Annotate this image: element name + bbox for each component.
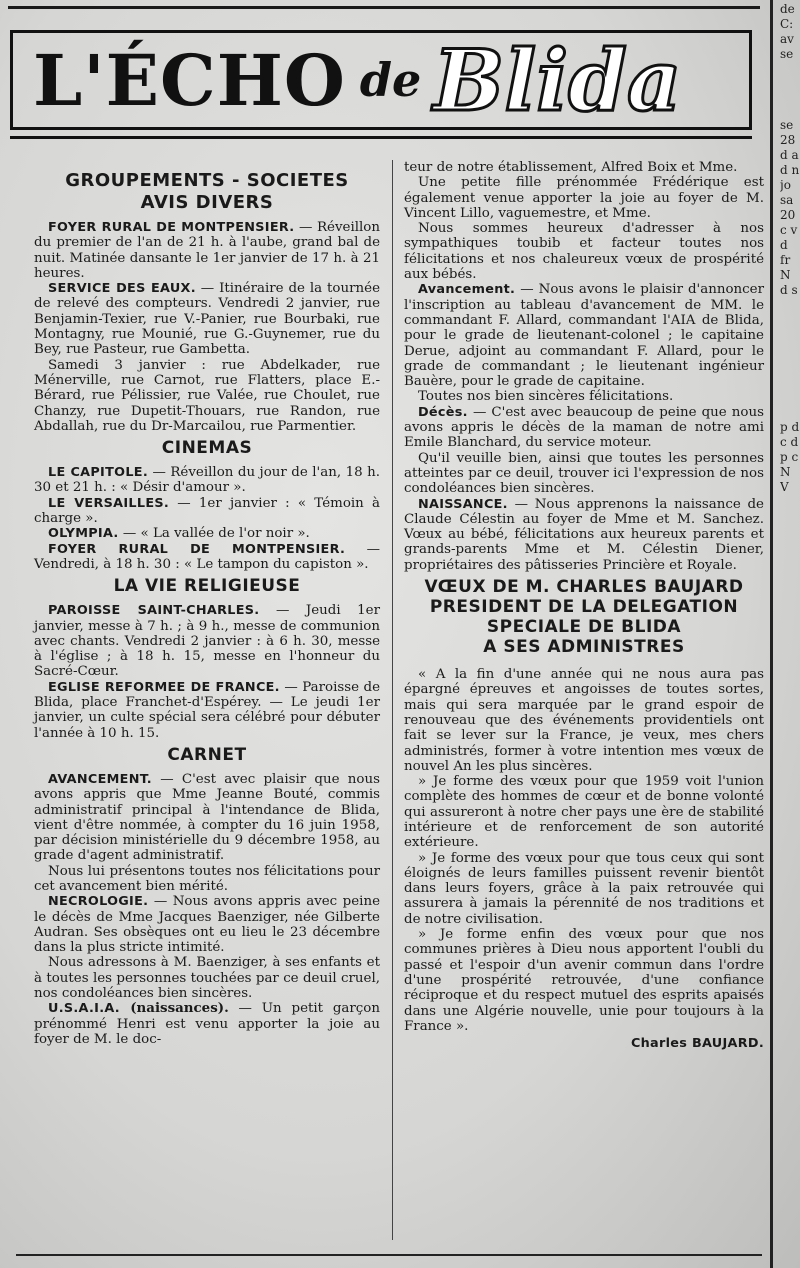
deces-item [404, 405, 764, 451]
olympia-rubric: OLYMPIA. [48, 526, 119, 542]
usaia-rubric: U.S.A.I.A. [48, 1001, 120, 1017]
avancement-text: — C'est avec plaisir que nous avons appris que Mme Jeanne Bouté, commis administratif principal à l'intendance de Blida, vient d'être nommée, à compter du 16 juin 1958, par décision ministérielle du 9 décembre 1958, au grade d'agent administratif. [34, 771, 380, 864]
religion-heading: LA VIE RELIGIEUSE [113, 576, 301, 597]
foyer-item [34, 220, 380, 281]
versailles-text: — 1er janvier : « Témoin à charge ». [34, 495, 381, 527]
foyer2-text: — Vendredi, à 18 h. 30 : « Le tampon du capiston ». [34, 541, 380, 572]
eglise-item [34, 680, 380, 741]
eaux-rubric: SERVICE DES EAUX. [48, 281, 196, 297]
middle-column [404, 160, 764, 1051]
speech-paragraph-4: » Je forme enfin des vœux pour que nos communes prières à Dieu nous apportent l'oubli du passé et l'espoir d'un avenir commun dans l'ordre d'une prospérité retrouvée, d'une confiance réciproque et du respect mutuel des esprits apaisés dans une Algérie nouvelle, unie pour toujours à la France ». [404, 927, 764, 1034]
masthead [10, 30, 752, 130]
right-edge-fragment-top: de C: av se [780, 2, 795, 61]
necro-rubric: NECROLOGIE. [48, 894, 149, 910]
versailles-item [34, 496, 380, 527]
eaux-text: — Itinéraire de la tournée de relevé des compteurs. Vendredi 2 janvier, rue Benjamin-Texier, rue V.-Panier, rue Bourbaki, rue Montagny, rue Mounié, rue G.-Guynemer, rue du Bey, rue Pasteur, rue Gambetta. [34, 281, 380, 358]
cinemas-heading: CINEMAS [161, 438, 253, 459]
foyer-rubric: FOYER RURAL DE MONTPENSIER. [48, 220, 295, 235]
masthead-echo: L'ÉCHO [33, 38, 346, 122]
foyer-text: — Réveillon du premier de l'an de 21 h. à l'aube, grand bal de nuit. Matinée dansante le 1er janvier de 17 h. à 21 heures. [34, 220, 380, 281]
bottom-rule [16, 1254, 762, 1256]
column-divider [392, 160, 393, 1240]
right-column-rule [770, 0, 773, 1268]
avancement-item-2: Nous lui présentons toutes nos félicitations pour cet avancement bien mérité. [34, 863, 380, 894]
paroisse-rubric: PAROISSE SAINT-CHARLES. [48, 603, 260, 619]
eglise-rubric: EGLISE REFORMEE DE FRANCE. [48, 679, 280, 695]
cont-1: teur de notre établissement, Alfred Boix et Mme. [404, 160, 738, 175]
speech-title-3: SPECIALE DE BLIDA [486, 617, 682, 638]
eaux-item-2: Samedi 3 janvier : rue Abdelkader, rue Ménerville, rue Carnot, rue Flatters, place E.-Bérard, rue Pélissier, rue Valée, rue Choulet, rue Chanzy, rue Dupetit-Thouars, rue Randon, rue Abdallah, rue du Dr-Marcailou, rue Parmentier. [34, 357, 380, 434]
right-edge-fragment-mid: se 28 d a d n jo sa 20 c v d fr N d s [780, 118, 800, 297]
masthead-blida: Blida [433, 30, 682, 130]
speech-paragraph-3: » Je forme des vœux pour que tous ceux qui sont éloignés de leurs familles puissent revenir bientôt dans leurs foyers, grâce à la paix retrouvée qui assurera à jamais la pérennité de nos traditions et de notre civilisation. [404, 850, 764, 927]
avancement-item [34, 772, 380, 864]
masthead-de: de [359, 53, 422, 107]
deces-text: — C'est avec beaucoup de peine que nous avons appris le décès de la maman de notre ami Emile Blanchard, du service moteur. [404, 404, 764, 451]
speech-paragraph-2: » Je forme des vœux pour que 1959 voit l'union complète des hommes de cœur et de bonne volonté qui assureront à notre cher pays une ère de stabilité intérieure et de renforcement de son autorité extérieure. [404, 774, 764, 851]
necro-item [34, 894, 380, 955]
speech-heading [404, 577, 764, 657]
cont-2: Une petite fille prénommée Frédérique est également venue apporter la joie au foyer de M. Vincent Lillo, vaguemestre, et Mme. [404, 175, 764, 221]
paroisse-text: — Jeudi 1er janvier, messe à 7 h. ; à 9 h., messe de communion avec chants. Vendredi 2 janvier : à 6 h. 30, messe à l'église ; à 18 h. 15, messe en l'honneur du Sacré-Cœur. [34, 603, 381, 680]
versailles-rubric: LE VERSAILLES. [48, 495, 170, 511]
speech-paragraph-1: « A la fin d'une année qui ne nous aura pas épargné épreuves et angoisses de toutes sortes, mais qui sera marquée par le grand espoir de renouveau que des événements providentiels ont fait se lever sur la France, je veux, mes chers administrés, former à votre intention mes vœux de nouvel An les plus sincères. [404, 667, 764, 774]
necro-item-2: Nous adressons à M. Baenziger, à ses enfants et à toutes les personnes touchées par ce deuil cruel, nos condoléances bien sincères. [34, 955, 380, 1002]
mid-avancement-item-2: Toutes nos bien sincères félicitations. [418, 389, 674, 405]
deces-rubric: Décès. [418, 404, 468, 420]
speech-title-2: PRESIDENT DE LA DELEGATION [429, 597, 739, 618]
speech-title-4: A SES ADMINISTRES [483, 637, 685, 658]
eglise-text: — Paroisse de Blida, place Franchet-d'Espérey. — Le jeudi 1er janvier, un culte spécial sera célébré pour débuter l'année à 10 h. 15. [34, 679, 381, 741]
olympia-text: — « La vallée de l'or noir ». [118, 526, 310, 542]
speech-title-1: VŒUX DE M. CHARLES BAUJARD [424, 577, 744, 598]
foyer2-item [34, 542, 380, 573]
avancement-rubric: AVANCEMENT. [48, 771, 152, 787]
eaux-item [34, 281, 380, 357]
usaia-paren: (naissances). [119, 1000, 229, 1017]
necro-text: — Nous avons appris avec peine le décès de Mme Jacques Baenziger, née Gilberte Audran. Ses obsèques ont eu lieu le 23 décembre dans la plus stricte intimité. [34, 894, 380, 956]
groupements-title: GROUPEMENTS - SOCIETES [65, 170, 349, 191]
top-rule [8, 6, 760, 9]
usaia-text: — Un petit garçon prénommé Henri est venu apporter la joie au foyer de M. le doc- [34, 1001, 380, 1047]
right-edge-fragment-low: p d c d p c N V [780, 420, 800, 494]
groupements-subtitle: AVIS DIVERS [140, 192, 274, 213]
capitole-rubric: LE CAPITOLE. [48, 465, 148, 481]
mid-avancement-text: — Nous avons le plaisir d'annoncer l'inscription au tableau d'avancement de MM. le commandant F. Allard, commandant l'AIA de Blida, pour le grade de lieutenant-colonel ; le capitaine Derue, adjoint au commandant F. Allard, pour le grade de commandant ; le lieutenant ingénieur Bauère, pour le grade de capitaine. [404, 282, 764, 390]
olympia-item [34, 526, 380, 541]
mid-avancement-item [404, 282, 764, 389]
left-column [34, 162, 380, 1047]
foyer2-rubric: FOYER RURAL DE MONTPENSIER. [48, 541, 346, 557]
capitole-text: — Réveillon du jour de l'an, 18 h. 30 et 21 h. : « Désir d'amour ». [34, 465, 380, 496]
naissance-item [404, 497, 764, 573]
carnet-heading: CARNET [167, 744, 247, 765]
masthead-rule [10, 136, 752, 139]
cont-3: Nous sommes heureux d'adresser à nos sympathiques toubib et facteur toutes nos félicitations et nos chaleureux vœux de prospérité aux bébés. [404, 221, 764, 283]
deces-item-2: Qu'il veuille bien, ainsi que toutes les personnes atteintes par ce deuil, trouver ici l'expression de nos condoléances bien sincères. [404, 450, 764, 497]
naissance-rubric: NAISSANCE. [418, 496, 508, 512]
usaia-item [34, 1001, 380, 1047]
groupements-heading [34, 170, 380, 214]
naissance-text: — Nous apprenons la naissance de Claude Célestin au foyer de Mme et M. Sanchez. Vœux au bébé, félicitations aux heureux parents et grands-parents Mme et M. Célestin Diener, propriétaires des pâtisseries Princière et Royale. [404, 496, 764, 573]
capitole-item [34, 465, 380, 496]
paroisse-item [34, 603, 380, 679]
mid-avancement-rubric: Avancement. [418, 282, 516, 298]
speech-signature: Charles BAUJARD. [630, 1036, 764, 1052]
